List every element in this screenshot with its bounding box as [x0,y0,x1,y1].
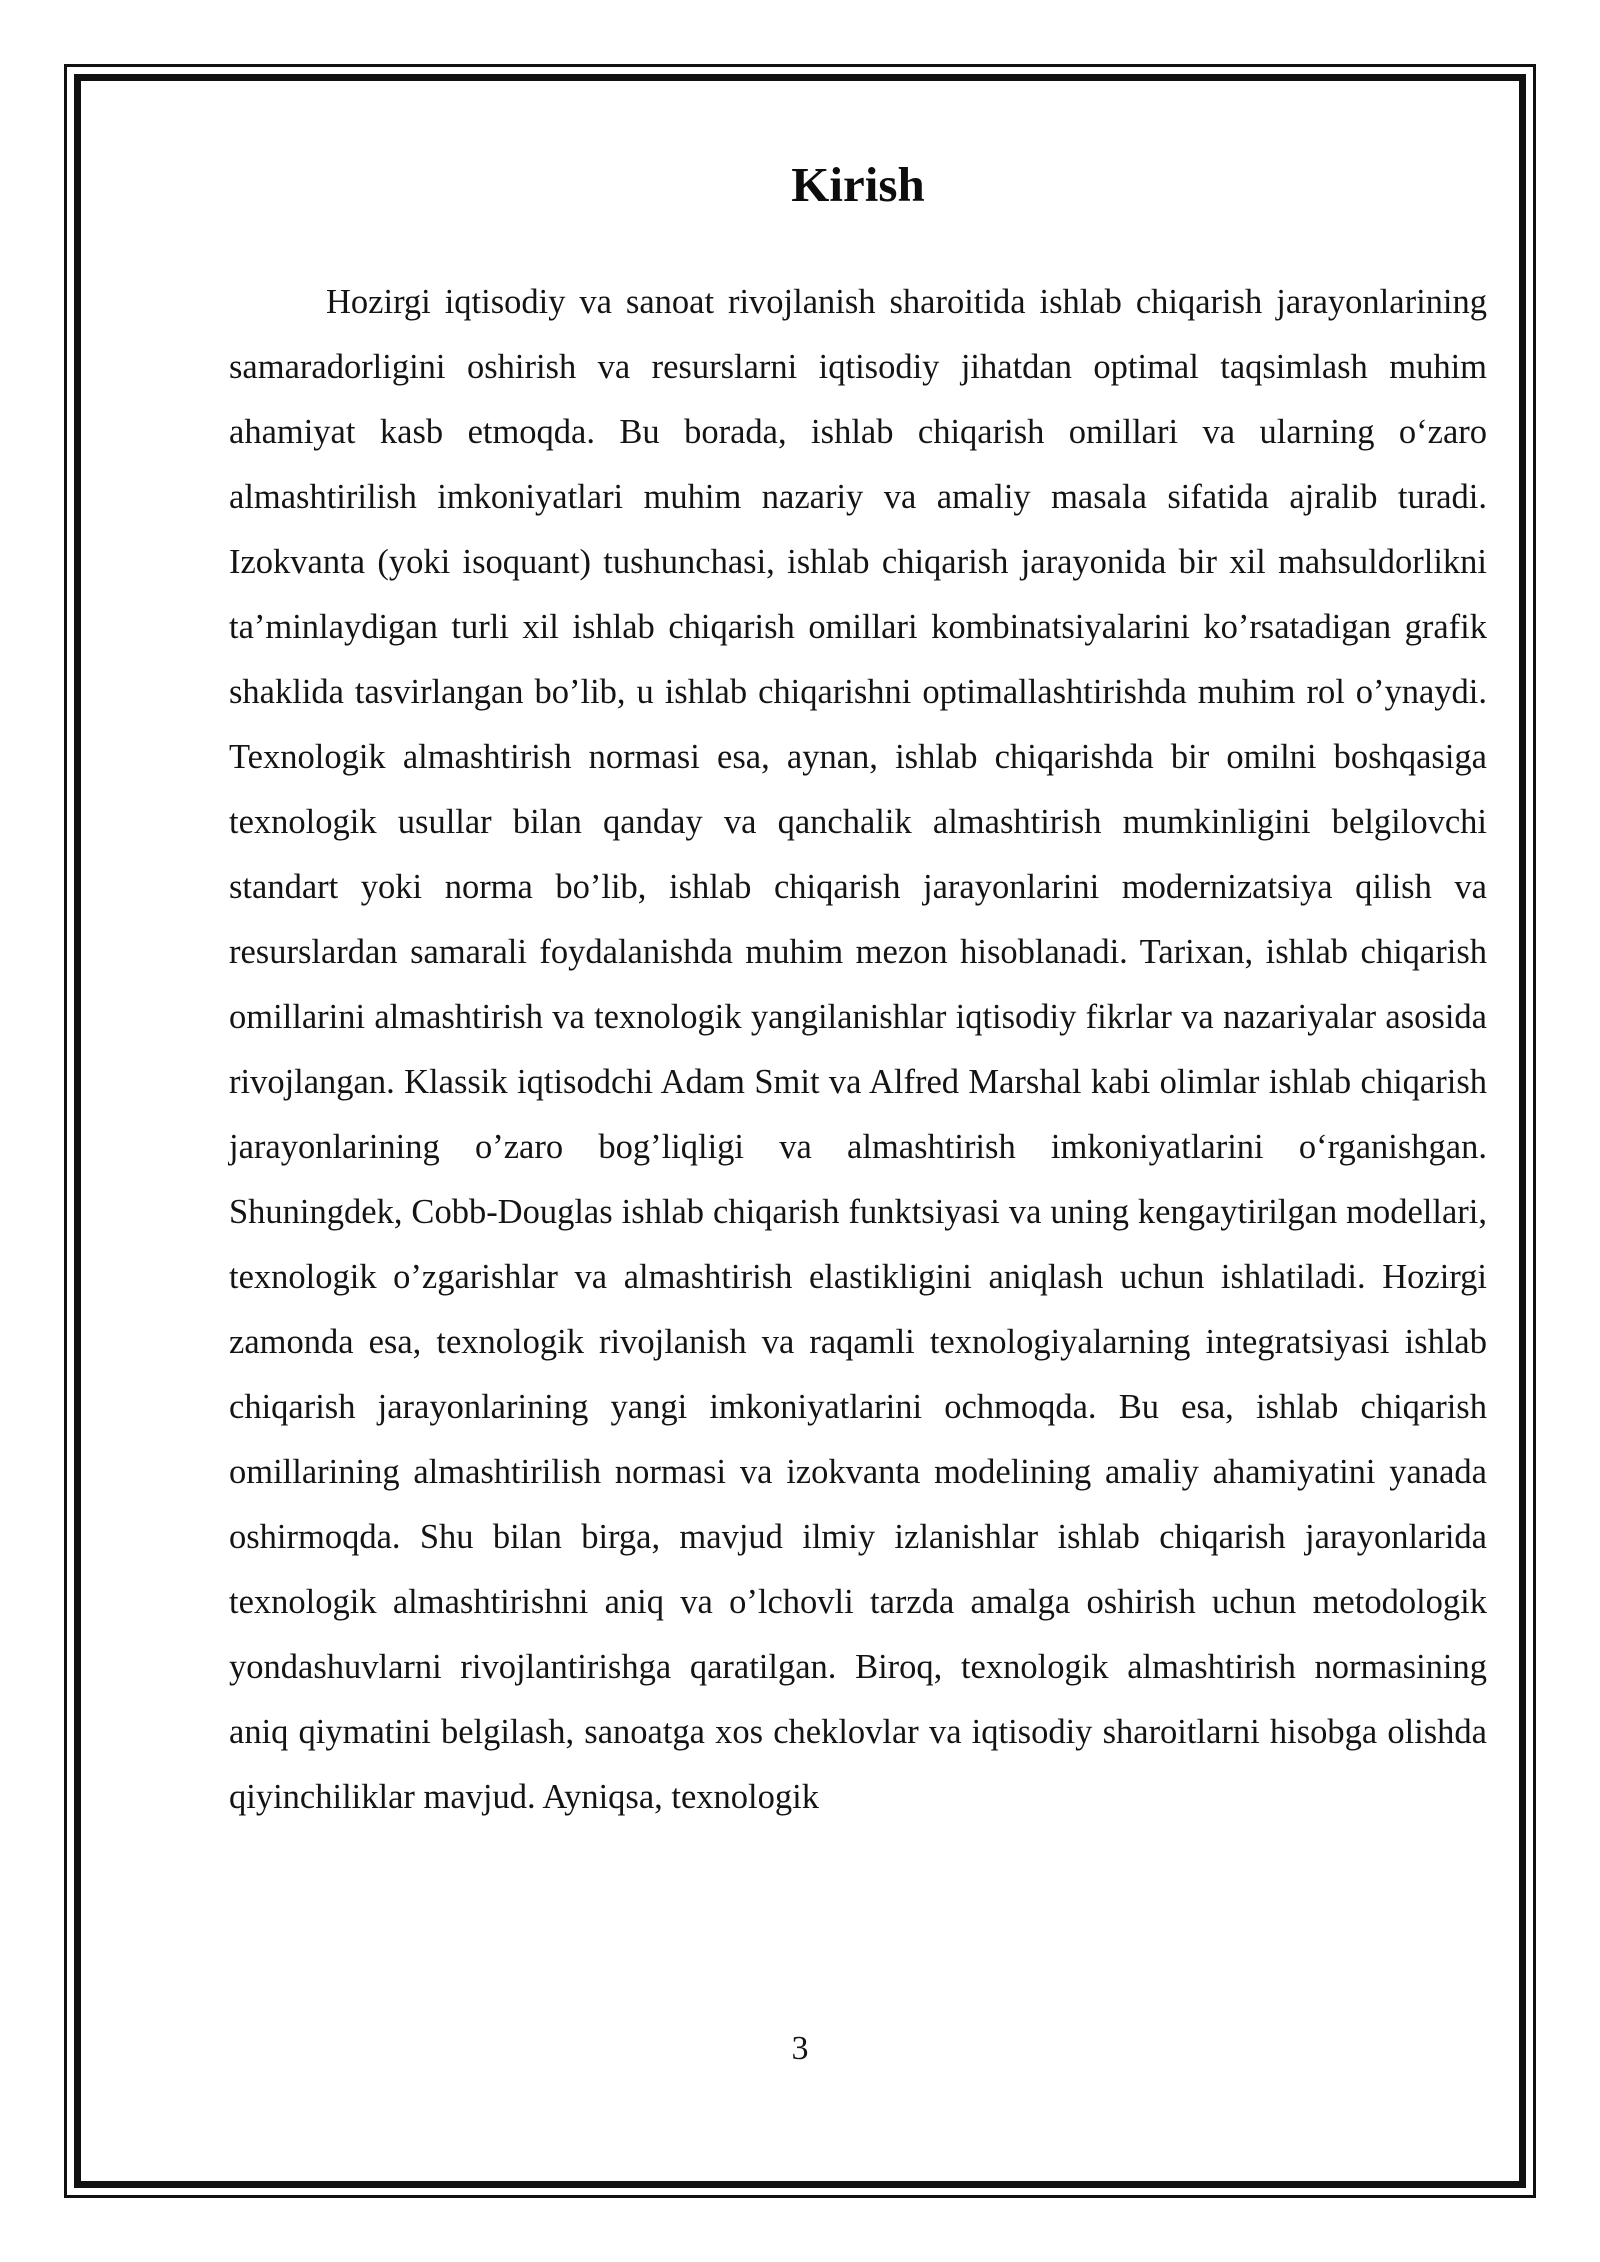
body-paragraph: Hozirgi iqtisodiy va sanoat rivojlanish sharoitida ishlab chiqarish jarayonlarining samaradorligini oshirish va resurslarni iqtisodiy jihatdan optimal taqsimlash muhim ahamiyat kasb etmoqda. Bu borada, ishlab chiqarish omillari va ularning o‘zaro almashtirilish imkoniyatlari muhim nazariy va amaliy masala sifatida ajralib turadi. Izokvanta (yoki isoquant) tushunchasi, ishlab chiqarish jarayonida bir xil mahsuldorlikni ta’minlaydigan turli xil ishlab chiqarish omillari kombinatsiyalarini ko’rsatadigan grafik shaklida tasvirlangan bo’lib, u ishlab chiqarishni optimallashtirishda muhim rol o’ynaydi. Texnologik almashtirish normasi esa, aynan, ishlab chiqarishda bir omilni boshqasiga texnologik usullar bilan qanday va qanchalik almashtirish mumkinligini belgilovchi standart yoki norma bo’lib, ishlab chiqarish jarayonlarini modernizatsiya qilish va resurslardan samarali foydalanishda muhim mezon hisoblanadi. Tarixan, ishlab chiqarish omillarini almashtirish va texnologik yangilanishlar iqtisodiy fikrlar va nazariyalar asosida rivojlangan. Klassik iqtisodchi Adam Smit va Alfred Marshal kabi olimlar ishlab chiqarish jarayonlarining o’zaro bog’liqligi va almashtirish imkoniyatlarini o‘rganishgan. Shuningdek, Cobb-Douglas ishlab chiqarish funktsiyasi va uning kengaytirilgan modellari, texnologik o’zgarishlar va almashtirish elastikligini aniqlash uchun ishlatiladi. Hozirgi zamonda esa, texnologik rivojlanish va raqamli texnologiyalarning integratsiyasi ishlab chiqarish jarayonlarining yangi imkoniyatlarini ochmoqda. Bu esa, ishlab chiqarish omillarining almashtirilish normasi va izokvanta modelining amaliy ahamiyatini yanada oshirmoqda. Shu bilan birga, mavjud ilmiy izlanishlar ishlab chiqarish jarayonlarida texnologik almashtirishni aniq va o’lchovli tarzda amalga oshirish uchun metodologik yondashuvlarni rivojlantirishga qaratilgan. Biroq, texnologik almashtirish normasining aniq qiymatini belgilash, sanoatga xos cheklovlar va iqtisodiy sharoitlarni hisobga olishda qiyinchiliklar mavjud. Ayniqsa, texnologik [229,283,1487,1816]
page-number: 3 [791,2030,809,2067]
page-title: Kirish [791,157,925,212]
page-content [229,150,1487,1830]
